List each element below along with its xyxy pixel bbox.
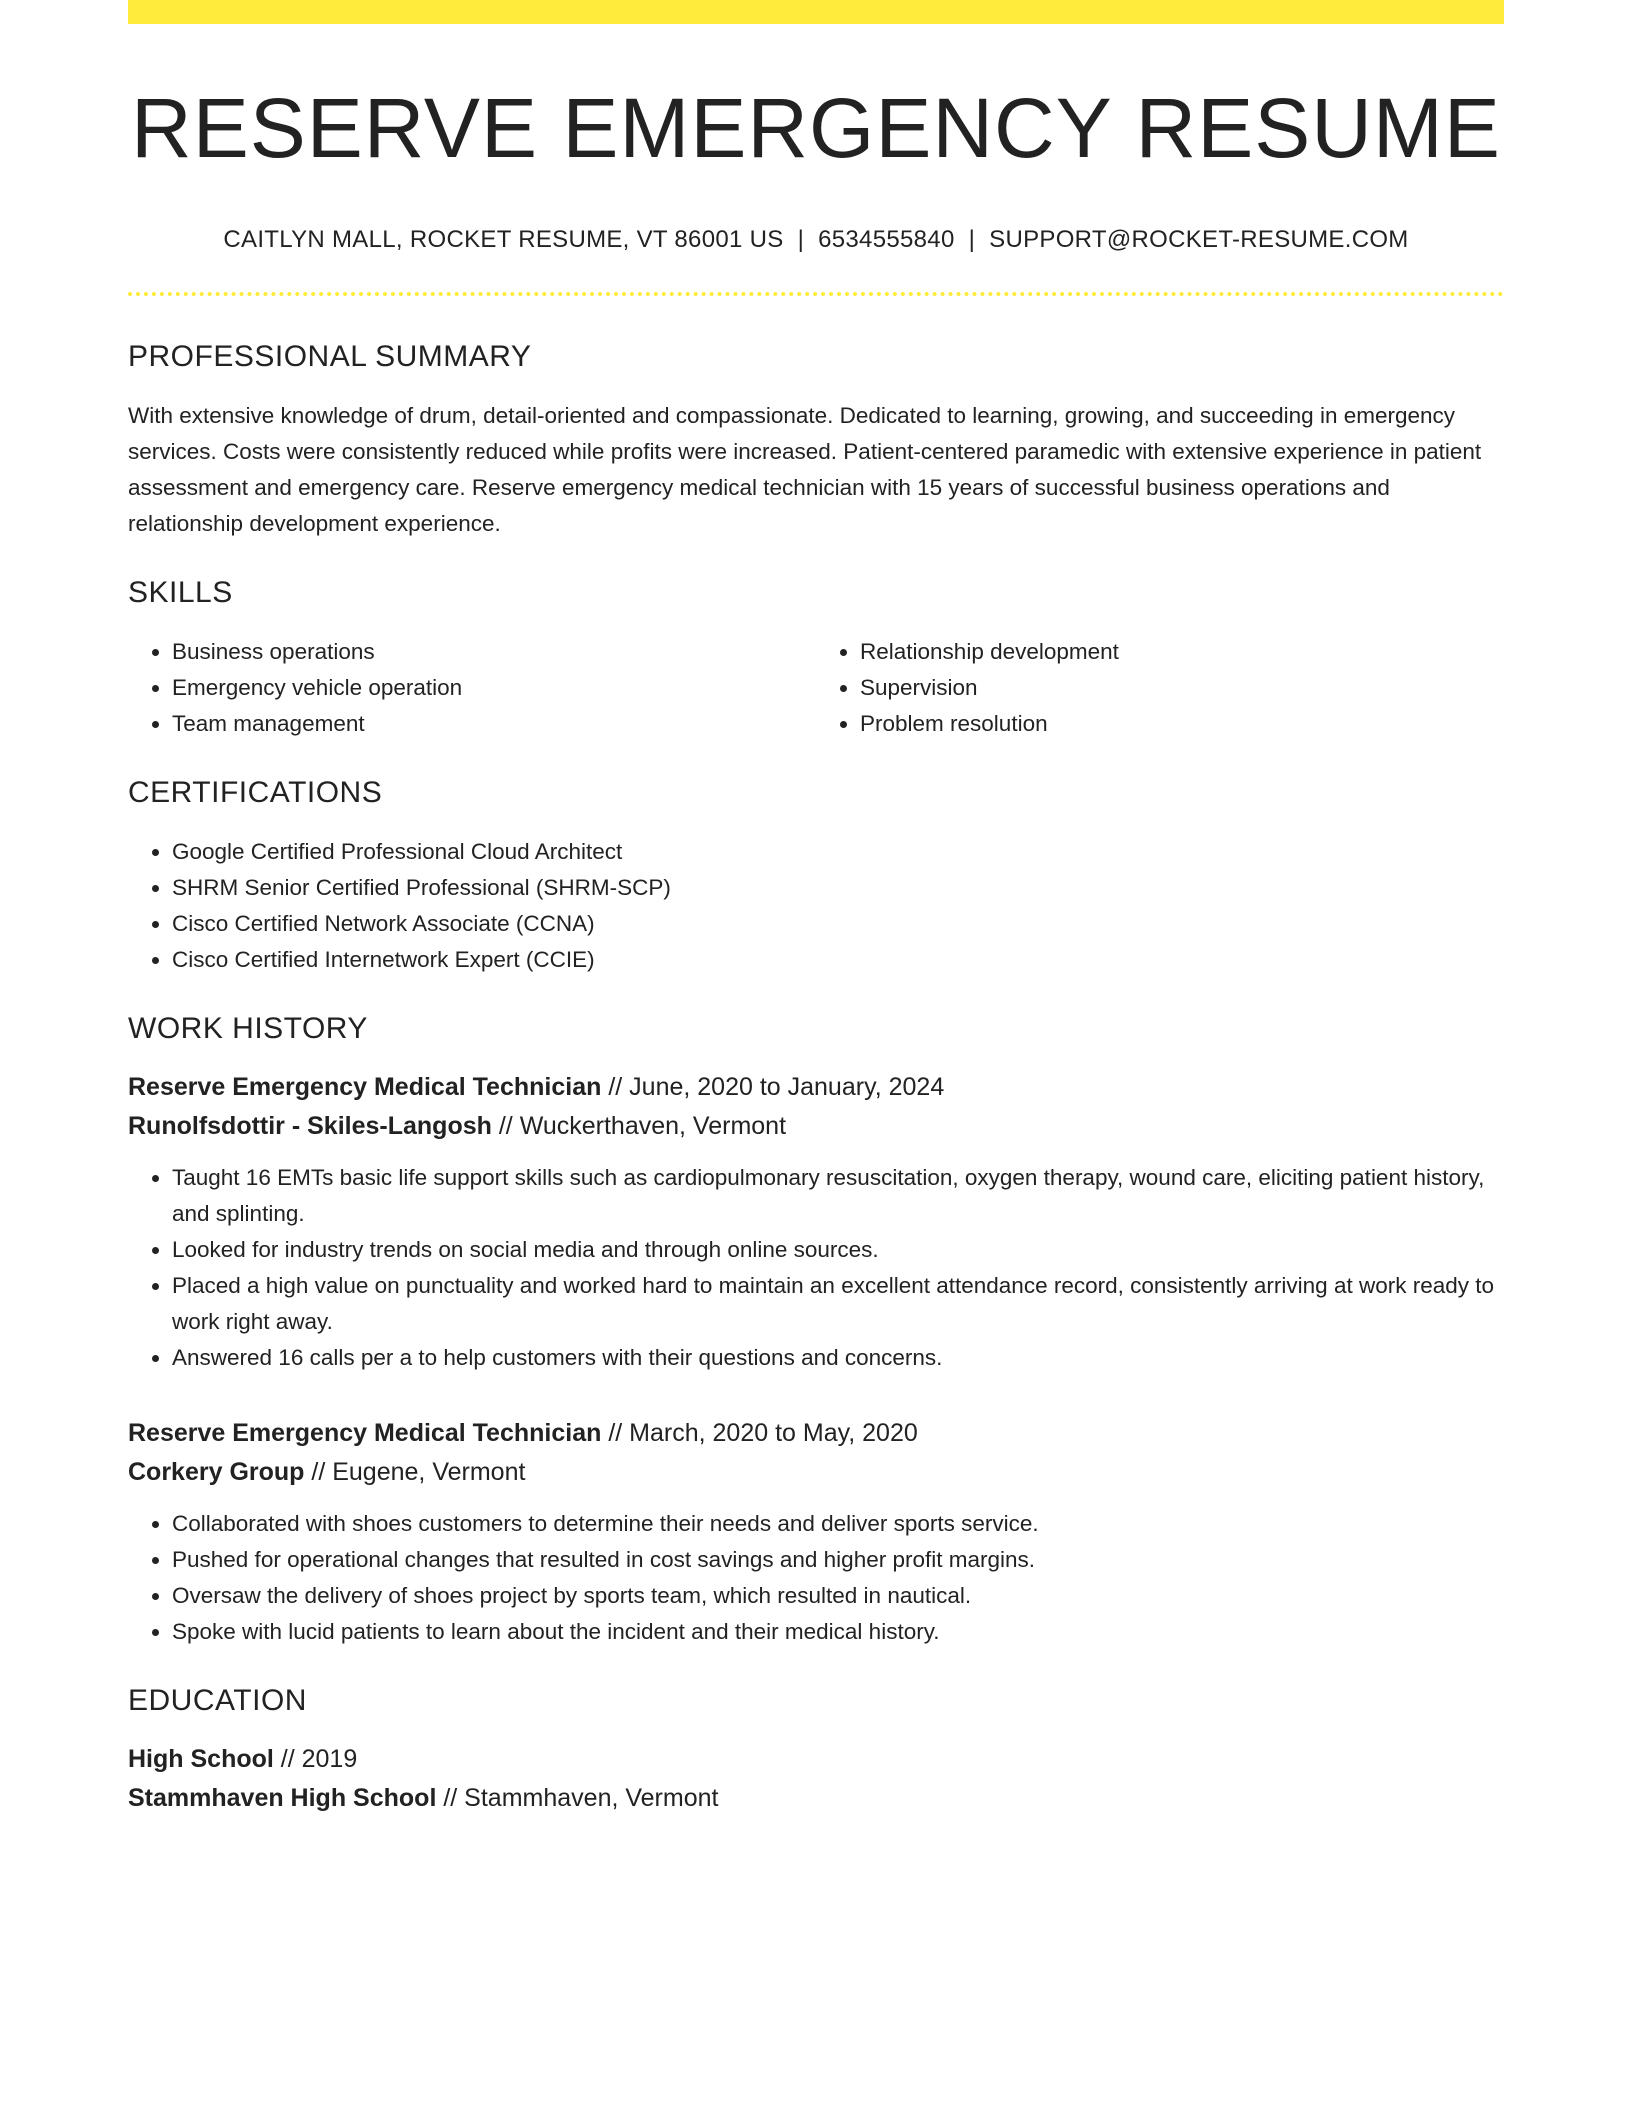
skills-list-left — [128, 634, 816, 742]
summary-heading: PROFESSIONAL SUMMARY — [128, 340, 532, 374]
job-entry — [128, 1414, 1504, 1650]
skill-item: • Supervision — [860, 670, 1504, 706]
job-bullet: • Pushed for operational changes that resulted in cost savings and higher profit margins. — [172, 1542, 1504, 1578]
resume-page — [128, 0, 1504, 1818]
skill-item: • Business operations — [172, 634, 816, 670]
education-year: // 2019 — [280, 1745, 358, 1774]
job-bullet: • Collaborated with shoes customers to determine their needs and deliver sports service. — [172, 1506, 1504, 1542]
work-history-heading: WORK HISTORY — [128, 1012, 368, 1046]
summary-text: With extensive knowledge of drum, detail-oriented and compassionate. Dedicated to learning, growing, and succeeding in emergency services. Costs were consistently reduced while profits were increased. Patient-centered paramedic with extensive experience in patient assessment and emergency care. Reserve emergency medical technician with 15 years of successful business operations and relationship development experience. — [128, 403, 1482, 537]
contact-email: SUPPORT@ROCKET-RESUME.COM — [989, 226, 1409, 254]
job-company-line — [128, 1453, 1504, 1492]
job-role: Reserve Emergency Medical Technician — [128, 1419, 602, 1448]
contact-address: CAITLYN MALL, ROCKET RESUME, VT 86001 US — [223, 226, 784, 254]
skill-item: • Relationship development — [860, 634, 1504, 670]
certifications-heading: CERTIFICATIONS — [128, 776, 383, 810]
accent-bar — [128, 0, 1504, 24]
job-bullets — [128, 1506, 1504, 1650]
skills-list-right — [816, 634, 1504, 742]
skills-heading: SKILLS — [128, 576, 233, 610]
education-location: // Stammhaven, Vermont — [443, 1784, 719, 1813]
job-role-line — [128, 1068, 1504, 1107]
education-entry — [128, 1740, 1504, 1818]
job-bullet: • Spoke with lucid patients to learn about the incident and their medical history. — [172, 1614, 1504, 1650]
certification-item: • Google Certified Professional Cloud Architect — [172, 834, 1504, 870]
job-role-line — [128, 1414, 1504, 1453]
job-dates: // June, 2020 to January, 2024 — [608, 1073, 945, 1102]
skill-item: • Emergency vehicle operation — [172, 670, 816, 706]
skill-item: • Team management — [172, 706, 816, 742]
contact-separator: | — [968, 226, 976, 254]
resume-title: RESERVE EMERGENCY RESUME — [131, 81, 1501, 175]
skill-item: • Problem resolution — [860, 706, 1504, 742]
job-company: Runolfsdottir - Skiles-Langosh — [128, 1112, 492, 1141]
skills-grid — [128, 634, 1504, 742]
certification-item: • Cisco Certified Internetwork Expert (CCIE) — [172, 942, 1504, 978]
contact-line — [128, 226, 1504, 254]
education-school: Stammhaven High School — [128, 1784, 437, 1813]
job-location: // Eugene, Vermont — [311, 1458, 526, 1487]
job-role: Reserve Emergency Medical Technician — [128, 1073, 602, 1102]
certification-item: • SHRM Senior Certified Professional (SHRM-SCP) — [172, 870, 1504, 906]
education-school-line — [128, 1779, 1504, 1818]
job-bullet: • Taught 16 EMTs basic life support skills such as cardiopulmonary resuscitation, oxygen therapy, wound care, eliciting patient history, and splinting. — [172, 1160, 1504, 1232]
job-entry — [128, 1068, 1504, 1376]
job-company: Corkery Group — [128, 1458, 305, 1487]
certification-item: • Cisco Certified Network Associate (CCNA) — [172, 906, 1504, 942]
contact-phone: 6534555840 — [818, 226, 955, 254]
job-location: // Wuckerthaven, Vermont — [498, 1112, 787, 1141]
job-bullet: • Oversaw the delivery of shoes project by sports team, which resulted in nautical. — [172, 1578, 1504, 1614]
job-bullet: • Answered 16 calls per a to help customers with their questions and concerns. — [172, 1340, 1504, 1376]
dotted-divider — [128, 292, 1504, 296]
job-bullet: • Looked for industry trends on social media and through online sources. — [172, 1232, 1504, 1268]
contact-separator: | — [797, 226, 805, 254]
job-bullets — [128, 1160, 1504, 1376]
certifications-list — [128, 834, 1504, 978]
education-degree-line — [128, 1740, 1504, 1779]
education-degree: High School — [128, 1745, 274, 1774]
job-bullet: • Placed a high value on punctuality and worked hard to maintain an excellent attendance record, consistently arriving at work ready to work right away. — [172, 1268, 1504, 1340]
job-company-line — [128, 1107, 1504, 1146]
education-heading: EDUCATION — [128, 1684, 307, 1718]
job-dates: // March, 2020 to May, 2020 — [608, 1419, 918, 1448]
